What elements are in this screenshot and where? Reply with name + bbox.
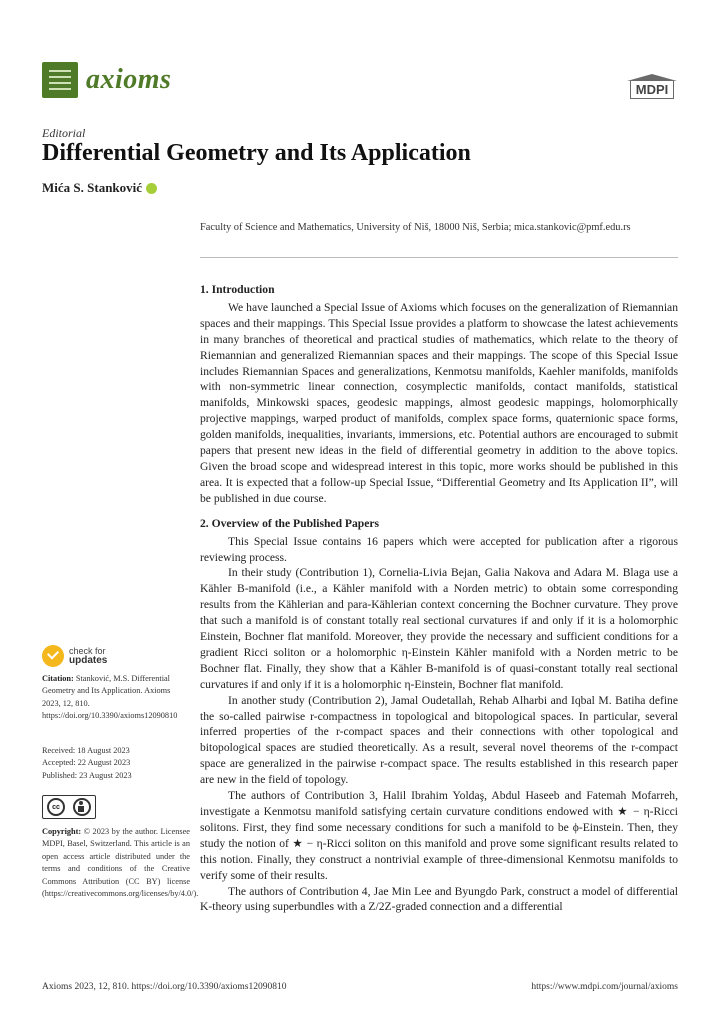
author-line [42,180,157,196]
copyright-text: © 2023 by the author. Licensee MDPI, Basel, Switzerland. This article is an open access article distributed under the terms and conditions of the Creative Commons Attribution (CC BY) license (https://creativecommons.org/licenses/by/4.0/). [42,827,199,899]
copyright-block [42,826,199,900]
check-updates-line1: check for [69,645,106,656]
copyright-label: Copyright: [42,827,82,836]
check-for-updates-badge[interactable] [42,645,107,667]
paragraph: We have launched a Special Issue of Axioms which focuses on the generalization of Riemannian spaces and their mappings. This Special Issue provides a platform to showcase the latest achievements in many branches of theoretical and practical studies of mathematics, which relate to the theory of Riemannian and generalized Riemannian spaces and their mappings. The scope of this Special Issue includes Riemannian Spaces and generalizations, Kenmotsu manifolds, Kaehler manifolds, manifolds with non-symmetric linear connection, cosymplectic manifolds, contact manifolds, statistical manifolds, Minkowski spaces, geodesic mappings, almost geodesic mappings, holomorphically projective mappings, warped product of manifolds, complex space forms, quaternionic space forms, golden manifolds, inequalities, invariants, immersions, etc. Potential authors are encouraged to submit papers that present new ideas in the field of differential geometry in addition to the above topics. Given the broad scope and widespread interest in this topic, more works should be published in this area. It is expected that a follow-up Special Issue, “Differential Geometry and Its Application II”, will be published in due course. [200,300,678,505]
section-overview [200,516,678,916]
citation-label: Citation: [42,674,74,683]
section-heading: 2. Overview of the Published Papers [200,516,380,530]
journal-name: axioms [86,64,172,95]
cc-by-license-icon[interactable] [42,795,96,819]
attribution-icon [73,798,91,816]
affiliation: Faculty of Science and Mathematics, University of Niš, 18000 Niš, Serbia; mica.stankovic@pmf.edu.rs [200,222,631,233]
orcid-icon[interactable] [146,183,157,194]
dates-block [42,745,190,782]
check-updates-icon [42,645,64,667]
publisher-roof-icon [627,74,677,81]
check-updates-line2: updates [69,655,108,666]
main-text [200,282,678,915]
article-title: Differential Geometry and Its Application [42,140,471,166]
journal-logo[interactable] [42,62,171,98]
paragraph: In their study (Contribution 1), Cornelia-Livia Bejan, Galia Nakova and Adara M. Blaga use a Kähler B-manifold (i.e., a Kähler manifold with a Norden metric) to obtain some corresponding results from the Kählerian and para-Kählerian context concerning the Bochner curvature. They prove that such a manifold is of constant totally real sectional curvatures if and only if it is a holomorphic Einstein, Bochner flat manifold. Moreover, they provide the necessary and sufficient conditions for a gradient Ricci soliton or a holomorphic η-Einstein Kähler manifold with a Norden metric to be Bochner flat. Finally, they show that a Kähler B-manifold is of quasi-constant totally real sectional curvatures if and only if it is a holomorphic η-Einstein, Bochner flat manifold. [200,566,678,691]
paragraph: In another study (Contribution 2), Jamal Oudetallah, Rehab Alharbi and Iqbal M. Batiha define the so-called pairwise r-compactness in topological and bitopological spaces. In particular, several inferred properties of the r-compact spaces and their connections with other topological and bitopological spaces are studied theoretically. As a result, several novel theorems of the r-compact space are generalized in the pairwise r-compact space. The results established in this research paper are new in the field of topology. [200,693,678,787]
header-divider [200,257,678,258]
cc-icon: cc [47,798,65,816]
paragraph: This Special Issue contains 16 papers which were accepted for publication after a rigorous reviewing process. [200,534,678,564]
publisher-name: MDPI [630,81,675,99]
received-date: Received: 18 August 2023 [42,746,130,755]
publisher-logo[interactable] [627,74,677,99]
section-heading: 1. Introduction [200,283,275,296]
published-date: Published: 23 August 2023 [42,770,132,780]
citation-text[interactable]: Stanković, M.S. Differential Geometry and Its Application. Axioms 2023, 12, 810. https://doi.org/10.3390/axioms12090810 [42,674,178,721]
section-introduction [200,282,678,507]
footer-citation[interactable]: Axioms 2023, 12, 810. https://doi.org/10.3390/axioms12090810 [42,982,287,992]
footer-journal-url[interactable]: https://www.mdpi.com/journal/axioms [531,982,678,992]
accepted-date: Accepted: 22 August 2023 [42,758,131,768]
author-name[interactable]: Mića S. Stanković [42,180,143,195]
article-type: Editorial [42,126,86,140]
paragraph: The authors of Contribution 4, Jae Min Lee and Byungdo Park, construct a model of differential K-theory using superbundles with a Z/2Z-graded connection and a differential [200,884,678,914]
journal-logo-icon [42,62,78,98]
paragraph: The authors of Contribution 3, Halil Ibrahim Yoldaş, Abdul Haseeb and Fatemah Mofarreh, investigate a Kenmotsu manifold satisfying certain curvature conditions endowed with ★ − η-Ricci solitons. First, they find some necessary conditions for such a manifold to be ϕ-Einstein. Then, they study the notion of ★ − η-Ricci soliton on this manifold and prove some significant results related to this notion. Finally, they construct a nontrivial example of three-dimensional Kenmotsu manifolds to verify some of their results. [200,789,678,882]
citation-block [42,673,190,723]
